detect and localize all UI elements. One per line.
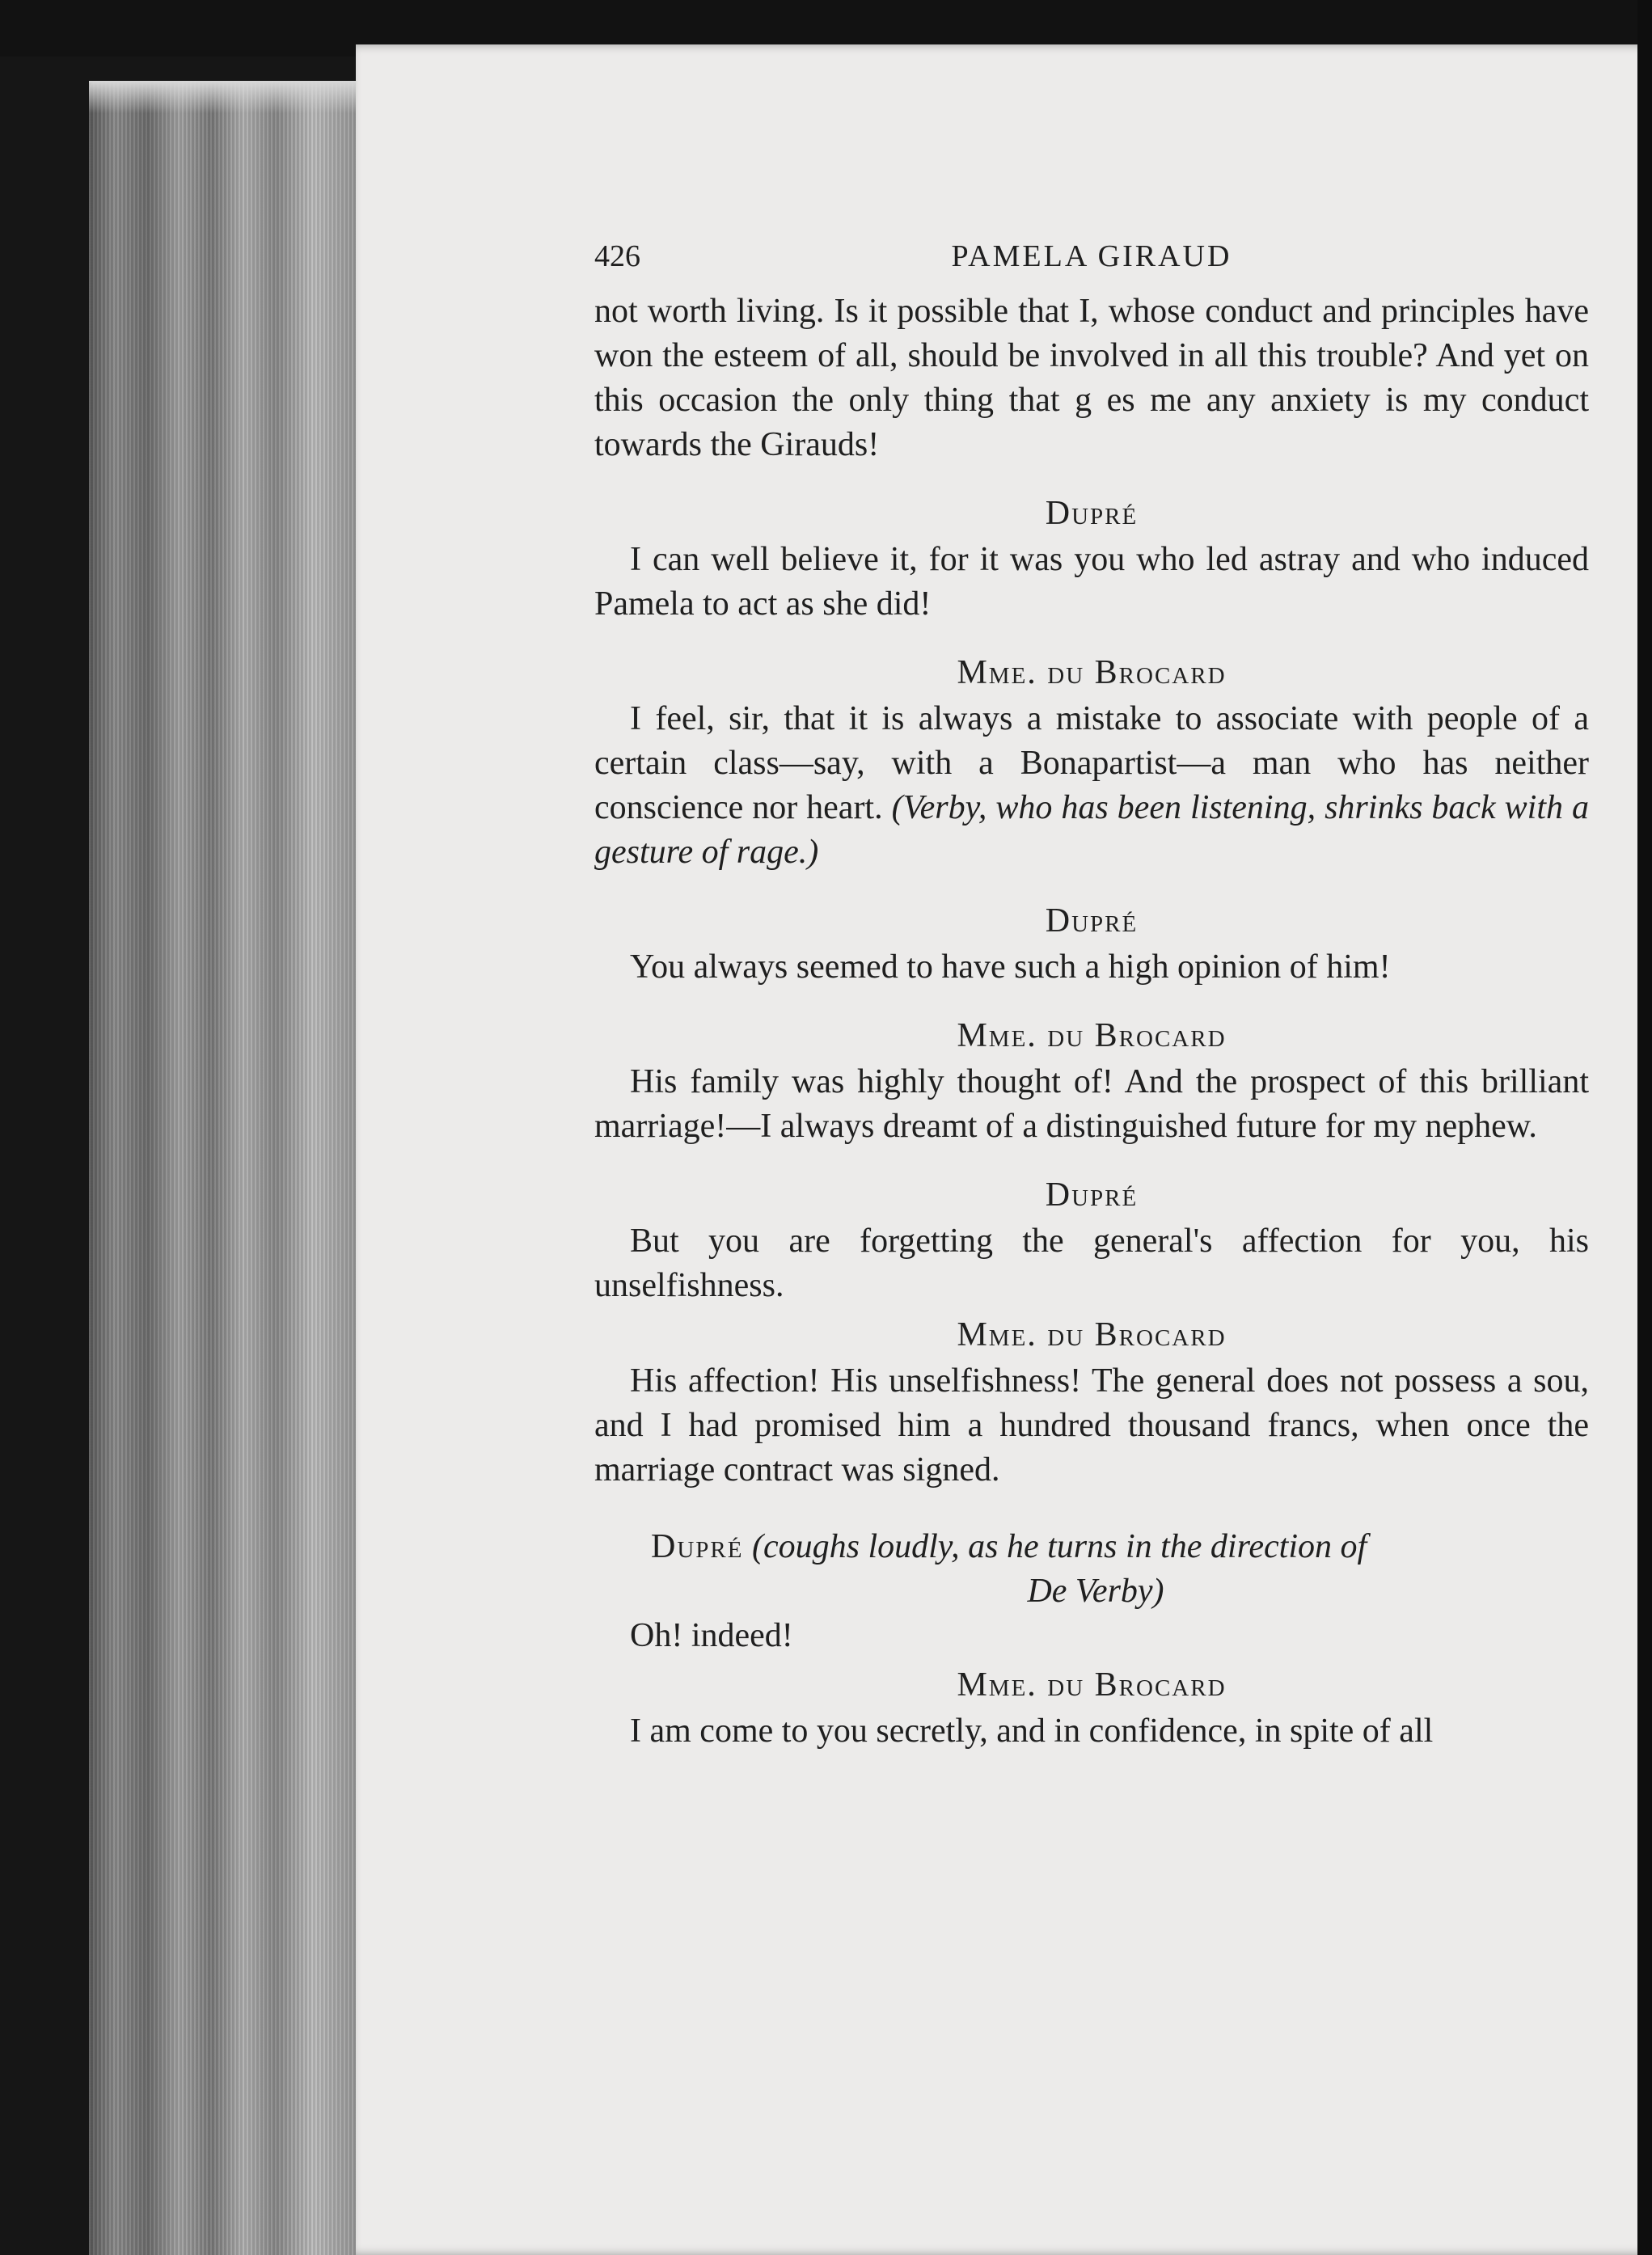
dialogue-paragraph: I can well believe it, for it was you who led astray and who induced Pamela to act as she did! xyxy=(594,541,1589,623)
dialogue-paragraph: not worth living. Is it possible that I, whose conduct and principles have won the esteem of all, should be involved in all this trouble? And yet on this occasion the only thing that g es me any anxiety is my conduct towards the Girauds! xyxy=(594,293,1589,463)
dialogue-paragraph: His affection! His unselfishness! The general does not possess a sou, and I had promised him a hundred thousand francs, when once the marriage contract was signed. xyxy=(594,1362,1589,1489)
stage-direction: (coughs loudly, as he turns in the direction of xyxy=(751,1528,1367,1565)
speaker-name: Mme. du Brocard xyxy=(957,1316,1227,1353)
speaker-name: Mme. du Brocard xyxy=(957,1017,1227,1054)
page-header xyxy=(594,234,1589,283)
dialogue-paragraph xyxy=(594,697,1589,875)
dialogue-text: I feel, sir, that it is always a mistake to associate with people of a certain class—say, with a Bonapartist—a man who has neither conscience nor heart. xyxy=(594,700,1589,826)
speaker-with-stage-direction xyxy=(594,1525,1589,1614)
dialogue-paragraph: His family was highly thought of! And the prospect of this brilliant marriage!—I always dreamt of a distinguished future for my nephew. xyxy=(594,1063,1589,1145)
page-number: 426 xyxy=(594,239,640,273)
page-text-block xyxy=(594,234,1589,1754)
scan-background-right xyxy=(1637,0,1652,2255)
dialogue-paragraph: I am come to you secretly, and in confidence, in spite of all xyxy=(630,1712,1434,1750)
speaker-name: Dupré xyxy=(651,1528,744,1565)
book-fore-edge-highlight xyxy=(89,81,356,113)
running-head: PAMELA GIRAUD xyxy=(951,239,1232,273)
stage-direction-continued: De Verby) xyxy=(1027,1573,1164,1610)
speaker-name: Dupré xyxy=(1045,902,1139,940)
speaker-name: Dupré xyxy=(1045,495,1139,532)
dialogue-paragraph: You always seemed to have such a high opinion of him! xyxy=(630,948,1391,986)
speaker-name: Mme. du Brocard xyxy=(957,654,1227,691)
stage-direction: (Verby, who has been listening, shrinks back with a gesture of rage.) xyxy=(594,789,1589,871)
book-fore-edge xyxy=(89,81,356,2255)
dialogue-paragraph: But you are forgetting the general's affection for you, his unselfishness. xyxy=(594,1223,1589,1304)
dialogue-paragraph: Oh! indeed! xyxy=(630,1617,793,1654)
speaker-name: Dupré xyxy=(1045,1176,1139,1214)
speaker-name: Mme. du Brocard xyxy=(957,1666,1227,1704)
